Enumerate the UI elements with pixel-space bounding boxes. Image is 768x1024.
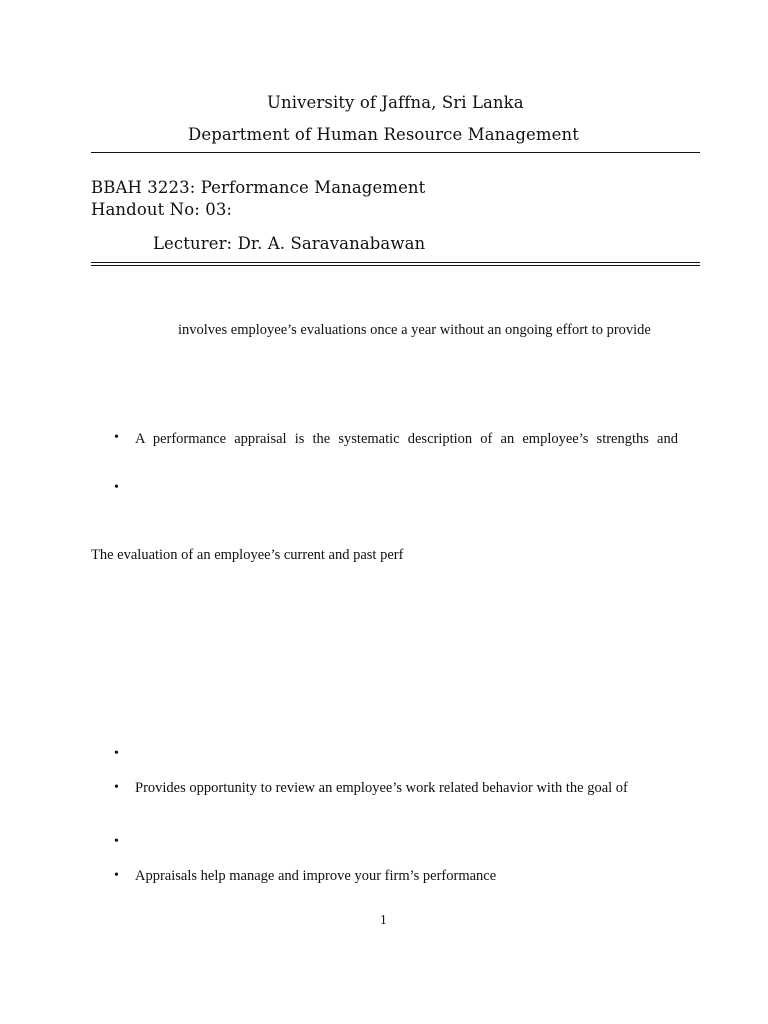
university-title: University of Jaffna, Sri Lanka [267, 93, 524, 112]
header-rule-double-1 [91, 262, 700, 263]
bullet-marker: • [114, 780, 119, 795]
definition-line: The evaluation of an employee’s current and past perf [91, 547, 404, 563]
bullet-marker: • [114, 834, 119, 849]
handout-number: Handout No: 03: [91, 200, 233, 219]
bullet-marker: • [114, 480, 119, 495]
department-title: Department of Human Resource Management [188, 125, 579, 144]
page-number: 1 [380, 912, 387, 927]
intro-line: involves employee’s evaluations once a year without an ongoing effort to provide [178, 322, 651, 338]
bullet-item-manage-performance: Appraisals help manage and improve your firm’s performance [135, 868, 497, 884]
bullet-marker: • [114, 430, 119, 445]
course-title: BBAH 3223: Performance Management [91, 178, 426, 197]
bullet-item-appraisal-definition: A performance appraisal is the systematic description of an employee’s strengths and [135, 431, 678, 447]
bullet-marker: • [114, 746, 119, 761]
bullet-item-review-opportunity: Provides opportunity to review an employee’s work related behavior with the goal of [135, 780, 628, 796]
lecturer-name: Lecturer: Dr. A. Saravanabawan [153, 234, 426, 253]
header-rule-double-2 [91, 265, 700, 266]
header-rule-top [91, 152, 700, 153]
bullet-marker: • [114, 868, 119, 883]
